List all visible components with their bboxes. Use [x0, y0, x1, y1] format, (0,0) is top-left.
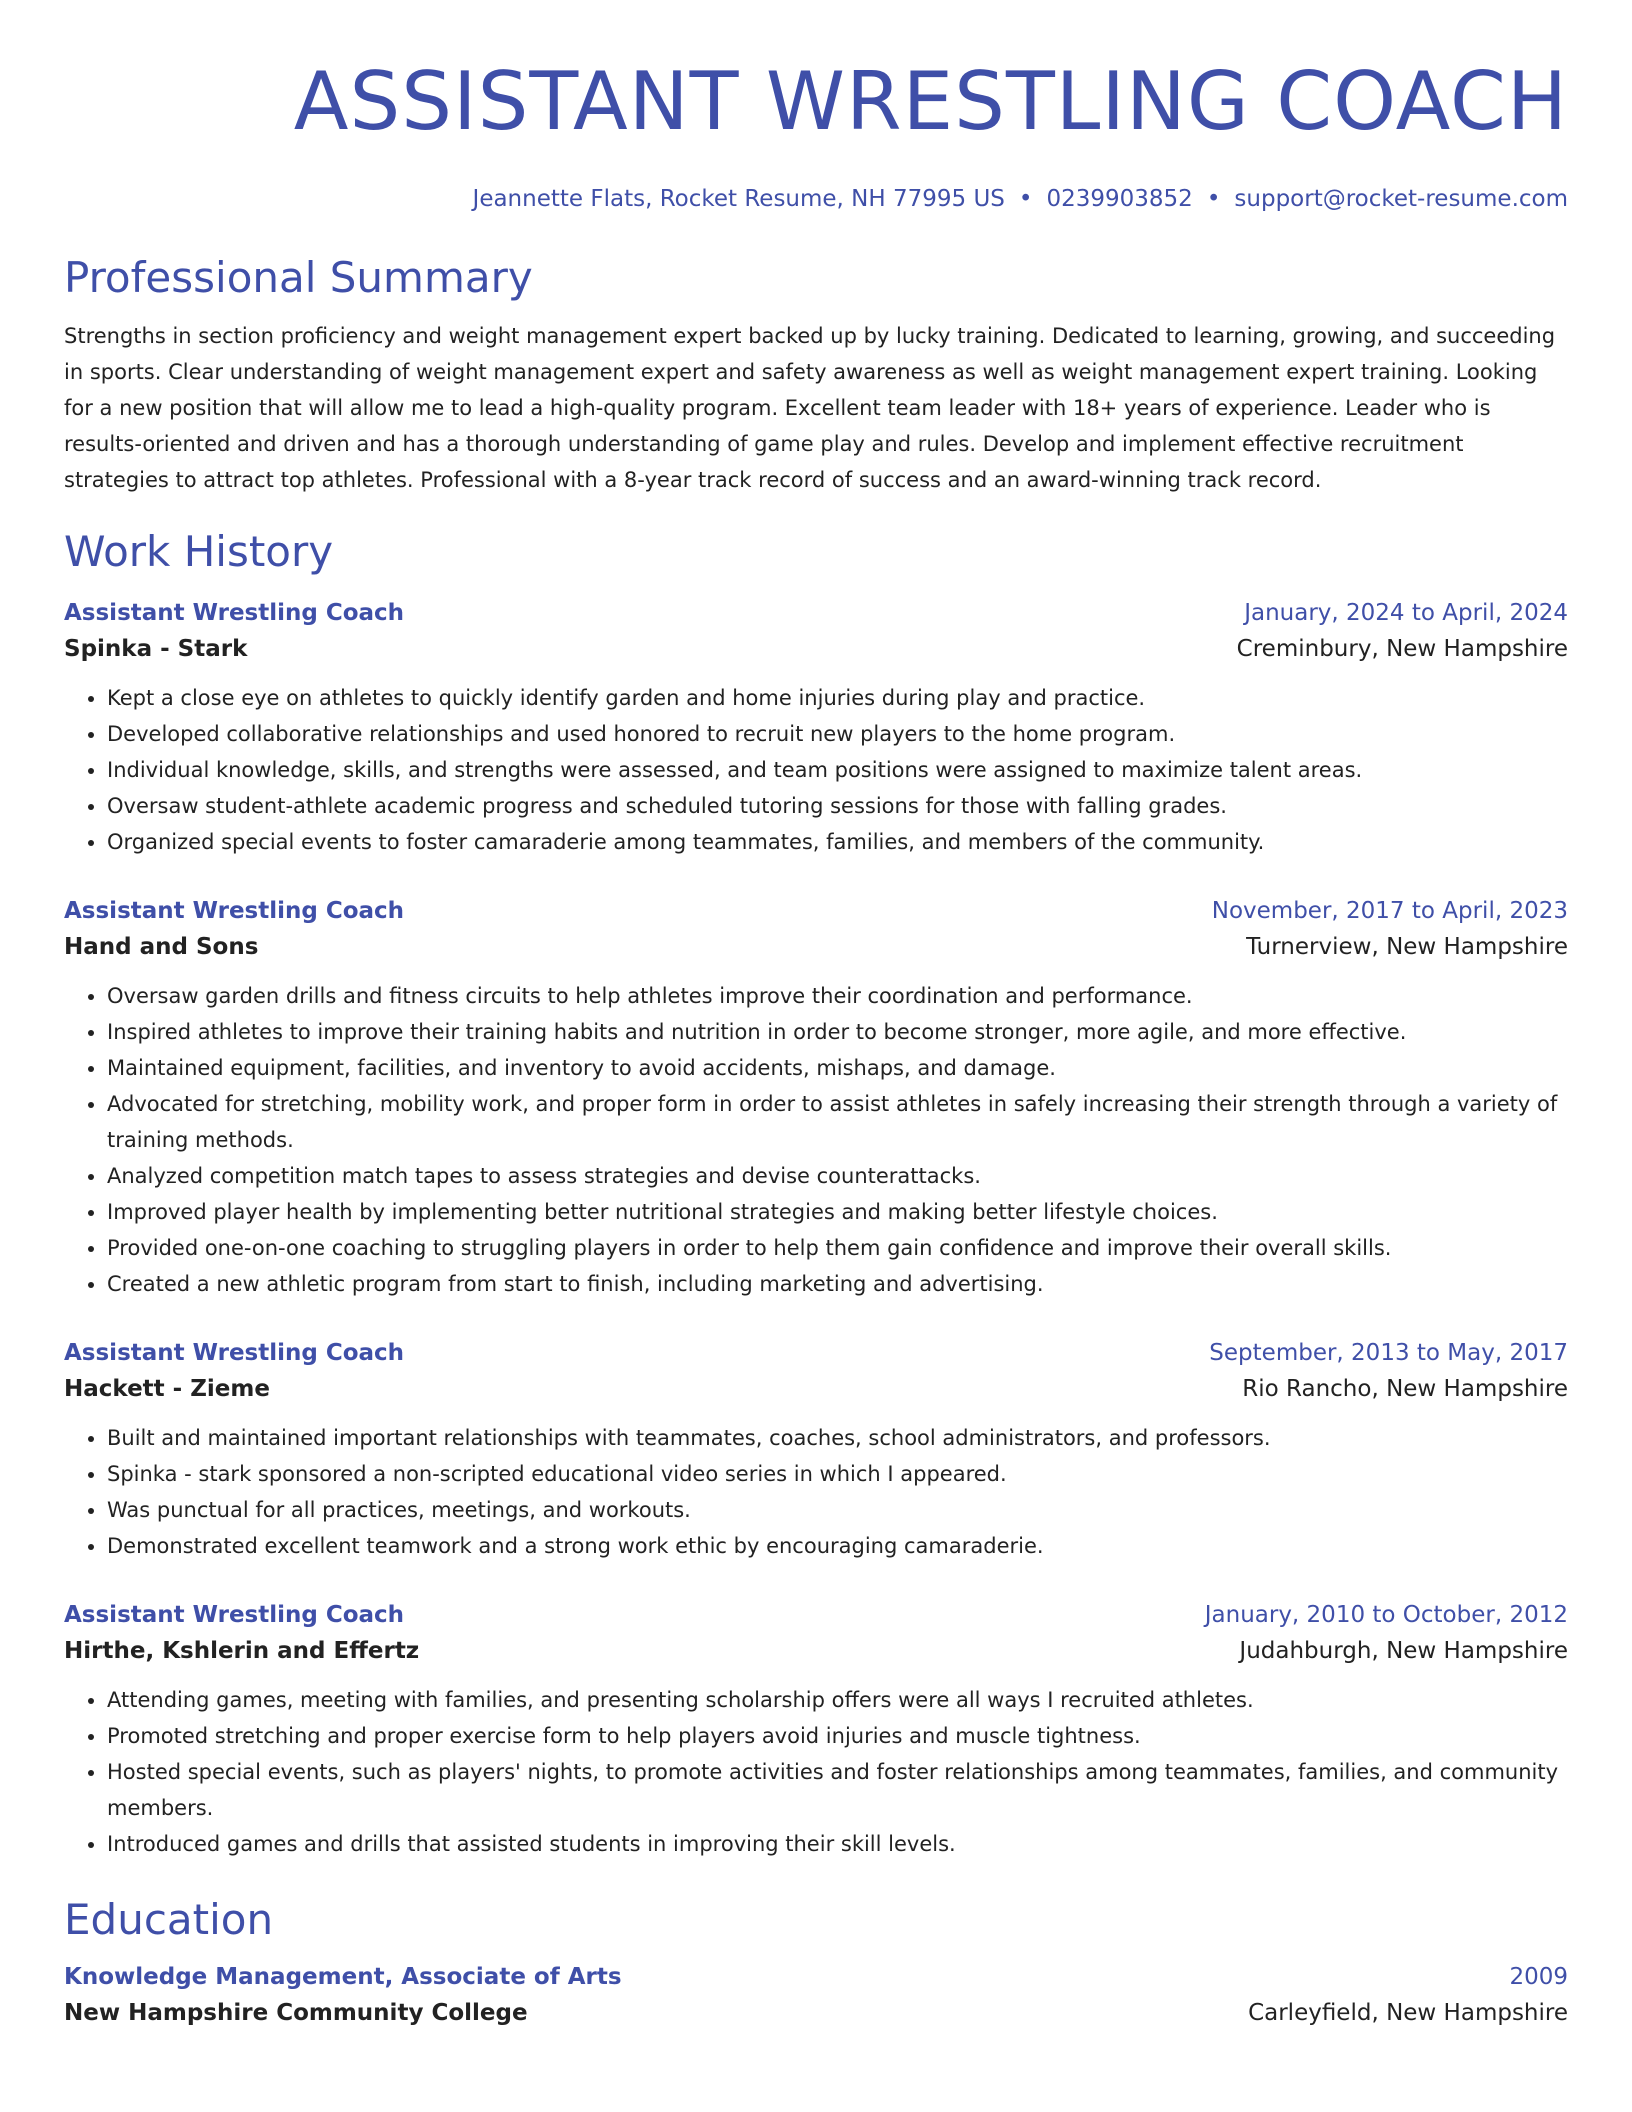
job-bullet: • Demonstrated excellent teamwork and a strong work ethic by encouraging camaraderie. — [107, 1528, 1568, 1564]
job-bullet: • Oversaw student-athlete academic progress and scheduled tutoring sessions for those with falling grades. — [107, 788, 1568, 824]
education-school: New Hampshire Community College — [64, 2000, 528, 2026]
job-bullet: • Developed collaborative relationships and used honored to recruit new players to the home program. — [107, 716, 1568, 752]
job-dates: September, 2013 to May, 2017 — [1209, 1340, 1568, 1366]
job-role: Assistant Wrestling Coach — [64, 600, 405, 626]
job-bullet: • Inspired athletes to improve their training habits and nutrition in order to become stronger, more agile, and more effective. — [107, 1014, 1568, 1050]
job-bullet: • Organized special events to foster camaraderie among teammates, families, and members of the community. — [107, 824, 1568, 860]
job-role: Assistant Wrestling Coach — [64, 898, 405, 924]
contact-line — [64, 184, 1568, 214]
job-company: Hackett - Zieme — [64, 1376, 270, 1402]
job-role: Assistant Wrestling Coach — [64, 1340, 405, 1366]
job-bullets — [64, 1420, 1568, 1564]
job-company: Hirthe, Kshlerin and Effertz — [64, 1638, 420, 1664]
job-entry — [64, 1336, 1568, 1564]
job-bullet: • Introduced games and drills that assisted students in improving their skill levels. — [107, 1826, 1568, 1862]
job-dates: November, 2017 to April, 2023 — [1211, 898, 1568, 924]
education-year: 2009 — [1509, 1964, 1568, 1990]
job-bullet: • Was punctual for all practices, meetings, and workouts. — [107, 1492, 1568, 1528]
contact-email: support@rocket-resume.com — [1234, 186, 1568, 212]
summary-text: Strengths in section proficiency and weight management expert backed up by lucky training. Dedicated to learning, growing, and succeeding in sports. Clear understanding of weight management expert and safety awareness as well as weight management expert training. Looking for a new position that will allow me to lead a high-quality program. Excellent team leader with 18+ years of experience. Leader who is results-oriented and driven and has a thorough understanding of game play and rules. Develop and implement effective recruitment strategies to attract top athletes. Professional with a 8-year track record of success and an award-winning track record. — [64, 324, 1556, 492]
job-bullets — [64, 680, 1568, 860]
education-location: Carleyfield, New Hampshire — [1248, 2000, 1568, 2026]
contact-address: Jeannette Flats, Rocket Resume, NH 77995 US — [472, 186, 1005, 212]
job-bullet: • Improved player health by implementing better nutritional strategies and making better lifestyle choices. — [107, 1194, 1568, 1230]
job-company: Hand and Sons — [64, 934, 259, 960]
job-bullet: • Attending games, meeting with families, and presenting scholarship offers were all ways I recruited athletes. — [107, 1682, 1568, 1718]
contact-separator: • — [1018, 186, 1033, 212]
job-bullet: • Provided one-on-one coaching to struggling players in order to help them gain confidence and improve their overall skills. — [107, 1230, 1568, 1266]
job-bullet: • Oversaw garden drills and fitness circuits to help athletes improve their coordination and performance. — [107, 978, 1568, 1014]
job-bullet: • Advocated for stretching, mobility work, and proper form in order to assist athletes in safely increasing their strength through a variety of training methods. — [107, 1086, 1568, 1158]
job-location: Turnerview, New Hampshire — [1246, 934, 1568, 960]
job-dates: January, 2010 to October, 2012 — [1204, 1602, 1568, 1628]
section-heading-work-history: Work History — [64, 527, 334, 576]
job-bullet: • Spinka - stark sponsored a non-scripted educational video series in which I appeared. — [107, 1456, 1568, 1492]
job-location: Judahburgh, New Hampshire — [1239, 1638, 1568, 1664]
job-location: Creminbury, New Hampshire — [1236, 636, 1568, 662]
job-entry — [64, 894, 1568, 1302]
job-bullet: • Analyzed competition match tapes to assess strategies and devise counterattacks. — [107, 1158, 1568, 1194]
job-bullets — [64, 1682, 1568, 1862]
job-company: Spinka - Stark — [64, 636, 248, 662]
job-bullet: • Built and maintained important relationships with teammates, coaches, school administrators, and professors. — [107, 1420, 1568, 1456]
contact-phone: 0239903852 — [1046, 186, 1193, 212]
job-bullet: • Promoted stretching and proper exercise form to help players avoid injuries and muscle tightness. — [107, 1718, 1568, 1754]
section-heading-education: Education — [64, 1895, 274, 1944]
job-dates: January, 2024 to April, 2024 — [1244, 600, 1568, 626]
contact-separator: • — [1206, 186, 1221, 212]
job-role: Assistant Wrestling Coach — [64, 1602, 405, 1628]
job-bullets — [64, 978, 1568, 1302]
job-bullet: • Kept a close eye on athletes to quickly identify garden and home injuries during play and practice. — [107, 680, 1568, 716]
job-entry — [64, 596, 1568, 860]
resume-title: ASSISTANT WRESTLING COACH — [293, 55, 1568, 148]
section-heading-summary: Professional Summary — [64, 253, 533, 302]
job-bullet: • Individual knowledge, skills, and strengths were assessed, and team positions were assigned to maximize talent areas. — [107, 752, 1568, 788]
education-degree: Knowledge Management, Associate of Arts — [64, 1964, 622, 1990]
job-location: Rio Rancho, New Hampshire — [1242, 1376, 1568, 1402]
job-entry — [64, 1598, 1568, 1862]
job-bullet: • Created a new athletic program from start to finish, including marketing and advertising. — [107, 1266, 1568, 1302]
job-bullet: • Maintained equipment, facilities, and inventory to avoid accidents, mishaps, and damage. — [107, 1050, 1568, 1086]
education-entry — [64, 1960, 1568, 2032]
job-bullet: • Hosted special events, such as players' nights, to promote activities and foster relationships among teammates, families, and community members. — [107, 1754, 1568, 1826]
